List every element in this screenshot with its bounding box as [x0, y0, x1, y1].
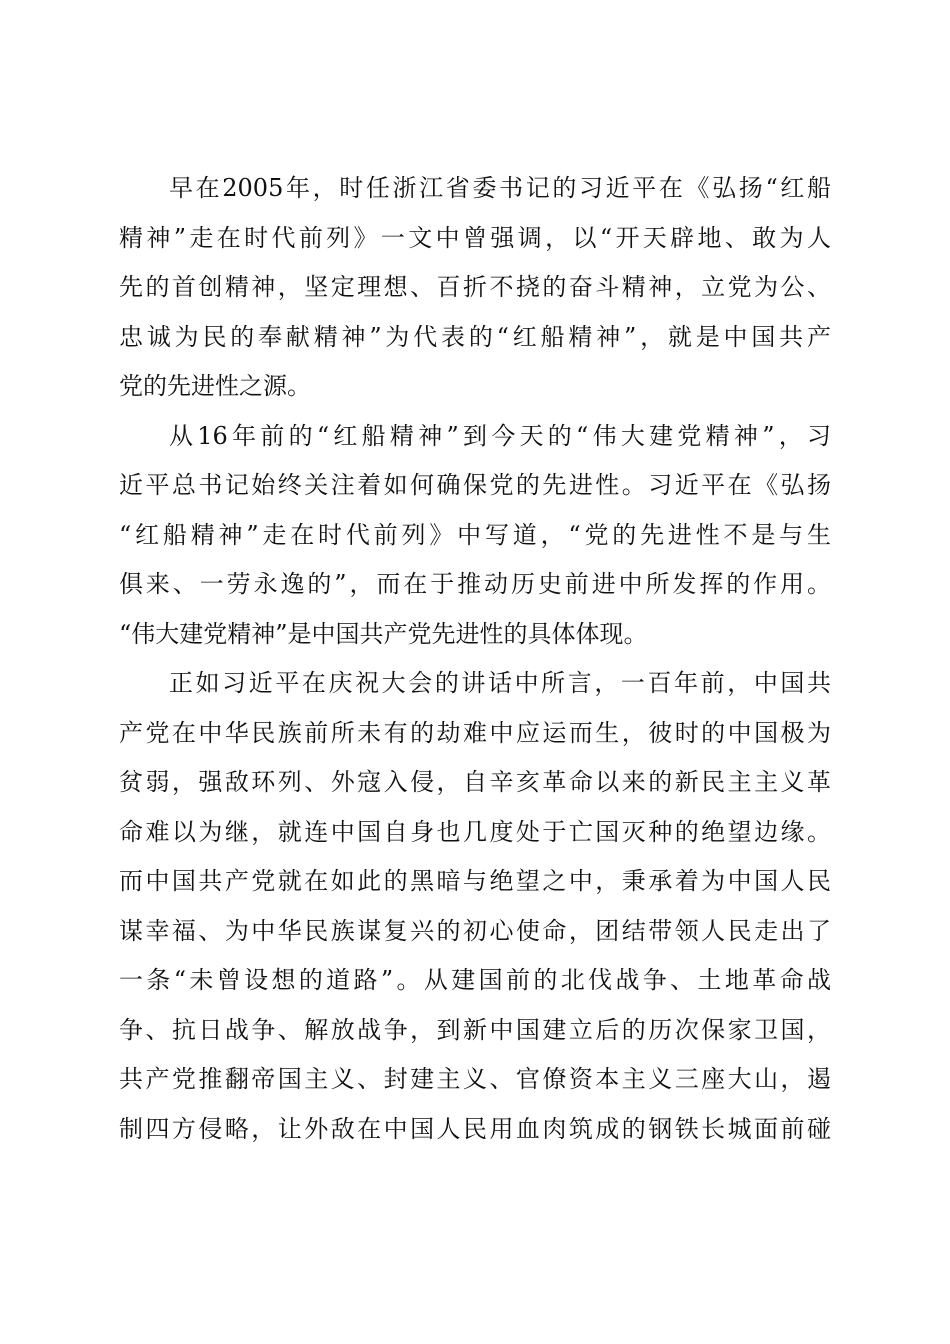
paragraph-2	[119, 412, 831, 660]
text-line: 命难以为继，就连中国自身也几度处于亡国灭种的绝望边缘。	[119, 817, 831, 846]
paragraph-1	[119, 164, 831, 412]
text-line: 先的首创精神，坚定理想、百折不挠的奋斗精神，立党为公、	[119, 273, 831, 301]
paragraph-3	[119, 659, 831, 1154]
text-line: 党的先进性之源。	[119, 372, 311, 400]
text-line: 而中国共产党就在如此的黑暗与绝望之中，秉承着为中国人民	[119, 867, 831, 895]
text-line: 从16年前的“红船精神”到今天的“伟大建党精神”，习	[169, 421, 831, 450]
text-line: 谋幸福、为中华民族谋复兴的初心使命，团结带领人民走出了	[119, 916, 831, 945]
text-line: 俱来、一劳永逸的”，而在于推动历史前进中所发挥的作用。	[119, 570, 831, 598]
text-line: 一条“未曾设想的道路”。从建国前的北伐战争、土地革命战	[119, 966, 831, 994]
text-line: 早在2005年，时任浙江省委书记的习近平在《弘扬“红船	[169, 174, 831, 202]
text-line: 贫弱，强敌环列、外寇入侵，自辛亥革命以来的新民主主义革	[119, 768, 831, 796]
text-line: 近平总书记始终关注着如何确保党的先进性。习近平在《弘扬	[119, 471, 831, 499]
text-line: 共产党推翻帝国主义、封建主义、官僚资本主义三座大山，遏	[119, 1065, 831, 1093]
text-line: 制四方侵略，让外敌在中国人民用血肉筑成的钢铁长城面前碰	[119, 1114, 831, 1143]
text-line: “红船精神”走在时代前列》中写道，“党的先进性不是与生	[119, 520, 831, 549]
text-line: 精神”走在时代前列》一文中曾强调，以“开天辟地、敢为人	[119, 223, 831, 252]
text-line: 正如习近平在庆祝大会的讲话中所言，一百年前，中国共	[169, 669, 831, 697]
text-line: 忠诚为民的奉献精神”为代表的“红船精神”，就是中国共产	[119, 322, 831, 351]
text-line: 争、抗日战争、解放战争，到新中国建立后的历次保家卫国，	[119, 1015, 831, 1044]
text-line: “伟大建党精神”是中国共产党先进性的具体体现。	[119, 619, 648, 648]
document-body	[119, 164, 831, 1154]
text-line: 产党在中华民族前所未有的劫难中应运而生，彼时的中国极为	[119, 718, 831, 747]
